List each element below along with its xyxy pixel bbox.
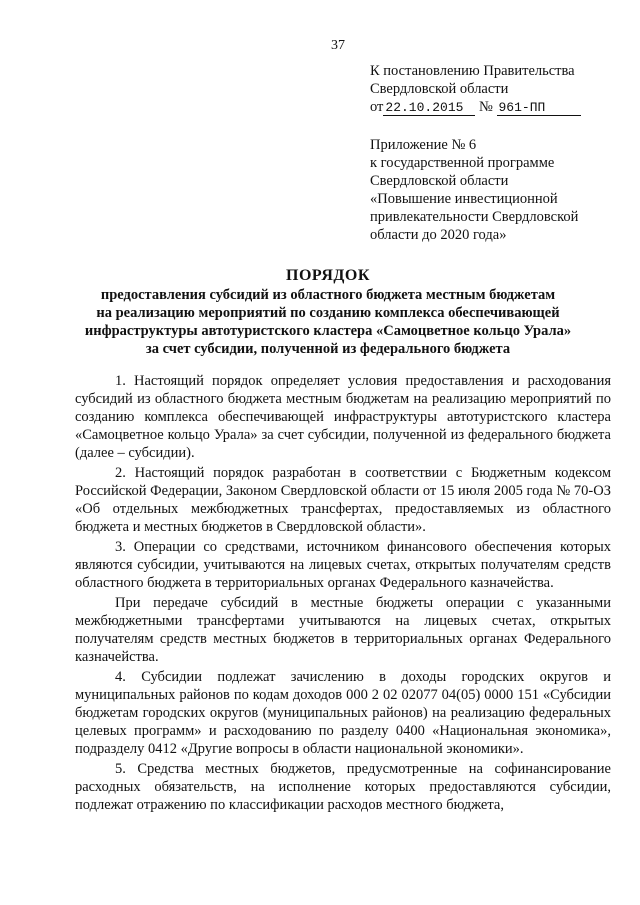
annex-line: к государственной программе xyxy=(370,155,555,171)
approval-date-number-line xyxy=(370,98,630,116)
document-body xyxy=(75,372,611,816)
document-title: ПОРЯДОК xyxy=(286,267,370,284)
approval-block xyxy=(370,62,630,116)
paragraph: 2. Настоящий порядок разработан в соответствии с Бюджетным кодексом Российской Федерации, Законом Свердловской области от 15 июля 2005 года № 70-ОЗ «Об отдельных межбюджетных трансфертах, предоставляемых из областного бюджета и местных бюджетов в Свердловской области». xyxy=(75,465,611,535)
date-prefix: от xyxy=(370,99,384,115)
annex-line: Свердловской области xyxy=(370,173,509,189)
annex-line: области до 2020 года» xyxy=(370,227,507,243)
date-value: 22.10.2015 xyxy=(383,100,475,116)
paragraph: 3. Операции со средствами, источником финансового обеспечения которых являются субсидии, учитываются на лицевых счетах, открытых получателям средств областного бюджета в территориальных органах Федерального казначейства. xyxy=(75,539,611,591)
heading-line: за счет субсидии, полученной из федерального бюджета xyxy=(145,341,511,357)
paragraph: 4. Субсидии подлежат зачислению в доходы городских округов и муниципальных районов по кодам доходов 000 2 02 02077 04(05) 0000 151 «Субсидии бюджетам городских округов (муниципальных районов) на реализацию федеральных целевых программ» и расходованию по разделу 0400 «Национальная экономика», подразделу 0412 «Другие вопросы в области национальной экономики». xyxy=(75,669,611,757)
approval-line-1: К постановлению Правительства xyxy=(370,63,575,79)
approval-line-2: Свердловской области xyxy=(370,81,509,97)
number-prefix: № xyxy=(479,99,493,115)
paragraph: 5. Средства местных бюджетов, предусмотренные на софинансирование расходных обязательств, на исполнение которых предоставляются субсидии, подлежат отражению по классификации расходов местного бюджета, xyxy=(75,761,611,813)
paragraph: При передаче субсидий в местные бюджеты операции с указанными межбюджетными трансфертами учитываются на лицевых счетах, открытых получателям средств местных бюджетов в территориальных органах Федерального казначейства. xyxy=(75,595,611,665)
document-heading xyxy=(60,266,596,358)
number-value: 961-ПП xyxy=(497,100,581,116)
annex-line: Приложение № 6 xyxy=(370,137,477,153)
heading-line: предоставления субсидий из областного бюджета местным бюджетам xyxy=(100,287,556,303)
paragraph: 1. Настоящий порядок определяет условия предоставления и расходования субсидий из областного бюджета местным бюджетам на реализацию мероприятий по созданию комплекса обеспечивающей инфраструктуры автотуристского кластера «Самоцветное кольцо Урала» за счет субсидии, полученной из федерального бюджета (далее – субсидии). xyxy=(75,373,611,461)
annex-block xyxy=(370,136,632,244)
heading-line: инфраструктуры автотуристского кластера «Самоцветное кольцо Урала» xyxy=(84,323,572,339)
annex-line: привлекательности Свердловской xyxy=(370,209,579,225)
page-number: 37 xyxy=(331,38,345,53)
annex-line: «Повышение инвестиционной xyxy=(370,191,558,207)
heading-line: на реализацию мероприятий по созданию комплекса обеспечивающей xyxy=(96,305,560,321)
